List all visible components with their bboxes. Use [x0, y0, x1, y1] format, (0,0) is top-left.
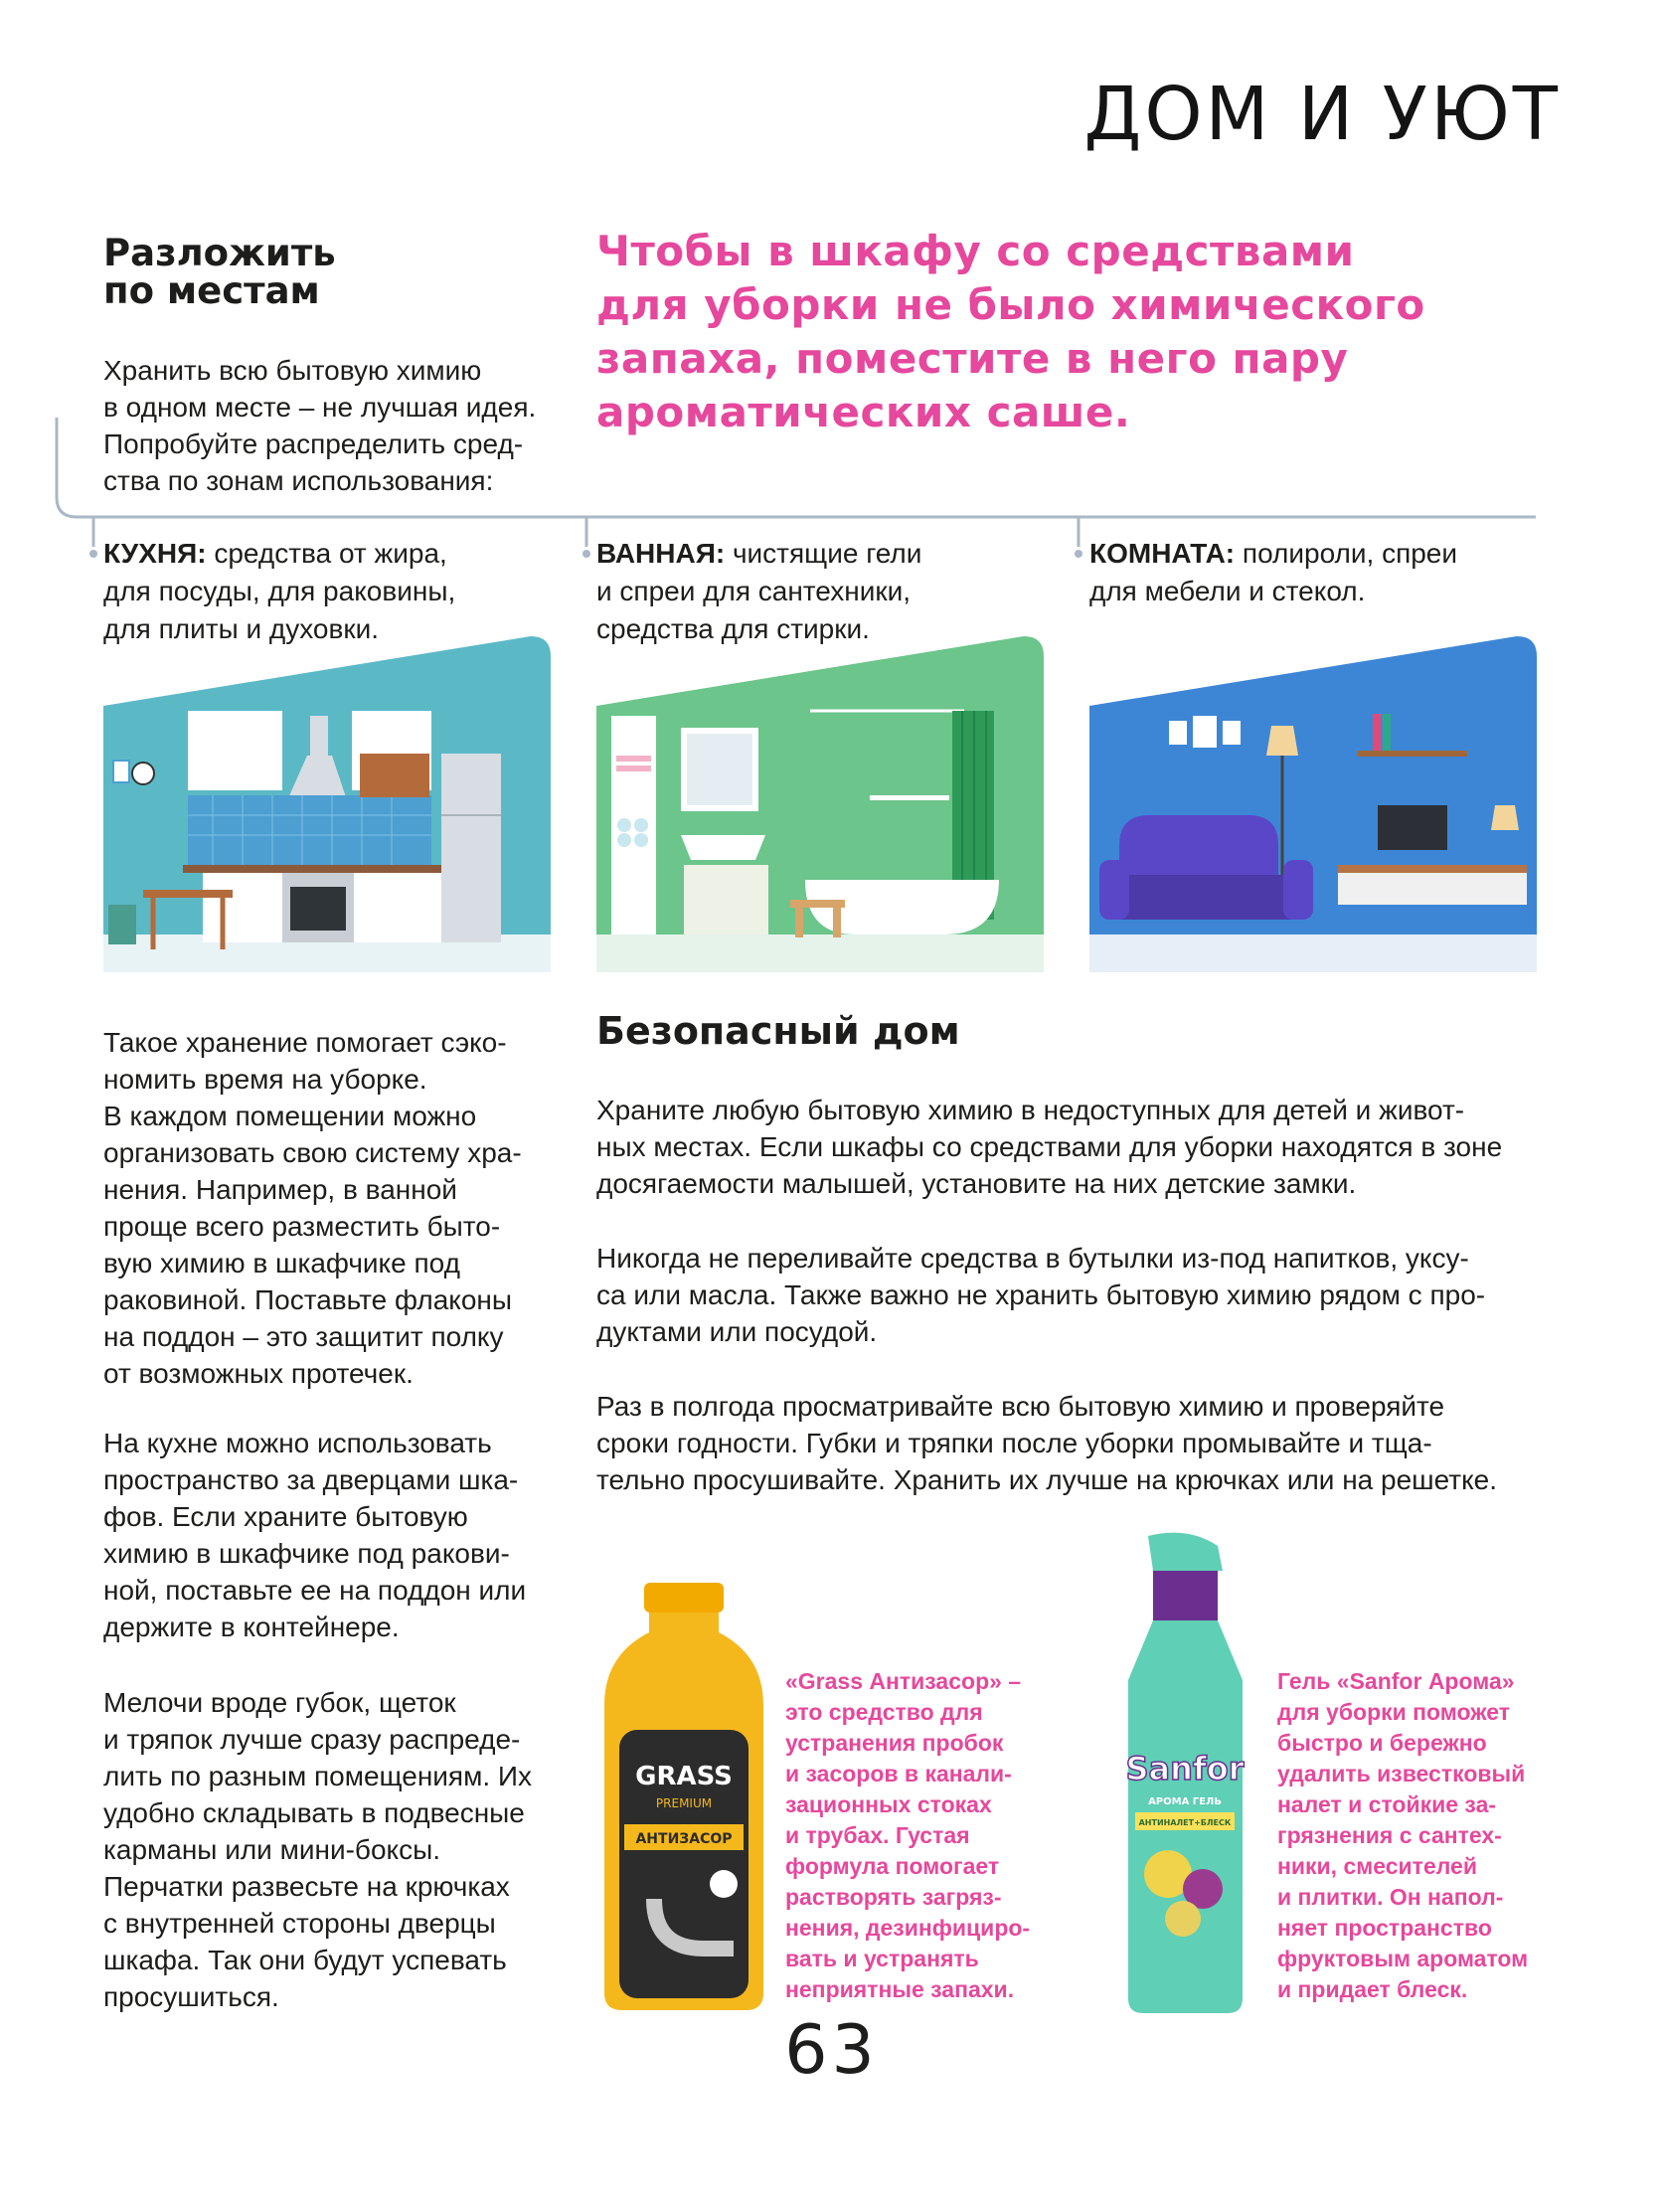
safe-home-heading: Безопасный дом: [596, 1009, 960, 1053]
zone-bath-label: ВАННАЯ:: [596, 538, 726, 569]
left-heading: Разложить по местам: [103, 232, 336, 312]
zone-room-label: КОМНАТА:: [1089, 538, 1236, 569]
grass-name: АНТИЗАСОР: [635, 1831, 733, 1847]
zone-kitchen-label: КУХНЯ:: [103, 538, 207, 569]
zone-kitchen: [103, 535, 501, 648]
section-title: ДОМ И УЮТ: [1083, 72, 1561, 157]
left-paragraph-2: На кухне можно использовать пространство за дверцами шка- фов. Если храните бытовую химию в шкафчике под ракови- ной, поставьте ее на поддон или держите в контейнере.: [103, 1428, 527, 1642]
grass-sub: PREMIUM: [655, 1796, 713, 1810]
zone-kitchen-text: средства от жира, для посуды, для раковины, для плиты и духовки.: [103, 538, 456, 644]
page-number: 63: [784, 2011, 879, 2090]
zone-dot-room: [1075, 550, 1082, 558]
room-illustration: [1089, 636, 1537, 972]
zone-room: [1089, 535, 1487, 610]
zone-dot-kitchen: [89, 550, 97, 558]
kitchen-illustration: [103, 636, 551, 972]
zone-bath: [596, 535, 994, 648]
sanfor-caption: Гель «Sanfor Арома» для уборки поможет быстро и бережно удалить известковый налет и стойкие за- грязнения с сантех- ники, смесителей и плитки. Он напол- няет пространство фруктовым ароматом и придает блеск.: [1277, 1668, 1529, 2002]
safe-home-paragraph-2: Никогда не переливайте средства в бутылки из-под напитков, уксу- са или масла. Также важно не хранить бытовую химию рядом с про- дуктами или посудой.: [596, 1243, 1486, 1347]
grass-caption: «Grass Антизасор» – это средство для устранения пробок и засоров в канали- зационных стоках и трубах. Густая формула помогает растворять загряз- нения, дезинфициро- вать и устранять неприятные запахи.: [785, 1668, 1031, 2002]
left-paragraph-3: Мелочи вроде губок, щеток и тряпок лучше сразу распреде- лить по разным помещениям. Их удобно складывать в подвесные карманы или мини-боксы. Перчатки развесьте на крючках с внутренней стороны дверцы шкафа. Так они будут успевать просушиться.: [103, 1687, 533, 2012]
bathroom-illustration: [596, 636, 1044, 972]
zone-bath-text: чистящие гели и спреи для сантехники, средства для стирки.: [596, 538, 922, 644]
intro-text: Хранить всю бытовую химию в одном месте – не лучшая идея. Попробуйте распределить сред- ства по зонам использования:: [103, 355, 537, 496]
sanfor-sub: АНТИНАЛЕТ+БЛЕСК: [1138, 1818, 1232, 1827]
grass-bottle-image: [594, 1581, 773, 2013]
grass-brand: GRASS: [635, 1762, 733, 1791]
sanfor-name: АРОМА ГЕЛЬ: [1148, 1796, 1222, 1807]
safe-home-paragraph-3: Раз в полгода просматривайте всю бытовую химию и проверяйте сроки годности. Губки и тряпки после уборки промывайте и тща- тельно просушивайте. Хранить их лучше на крючках или на решетке.: [596, 1391, 1498, 1495]
left-paragraph-1: Такое хранение помогает сэко- номить время на уборке. В каждом помещении можно организовать свою систему хра- нения. Например, в ванной проще всего разместить быто- вую химию в шкафчике под раковиной. Поставьте флаконы на поддон – это защитит полку от возможных протечек.: [103, 1027, 522, 1389]
zone-dot-bath: [582, 550, 590, 558]
safe-home-paragraph-1: Храните любую бытовую химию в недоступных для детей и живот- ных местах. Если шкафы со средствами для уборки находятся в зоне досягаемости малышей, установите на них детские замки.: [596, 1095, 1503, 1199]
pink-quote: Чтобы в шкафу со средствами для уборки не было химического запаха, поместите в него пару ароматических саше.: [596, 227, 1425, 436]
sanfor-brand: Sanfor: [1125, 1750, 1245, 1787]
zone-connector-line: [0, 398, 1663, 547]
sanfor-bottle-image: [1113, 1531, 1262, 2018]
zone-room-text: полироли, спреи для мебели и стекол.: [1089, 538, 1458, 606]
